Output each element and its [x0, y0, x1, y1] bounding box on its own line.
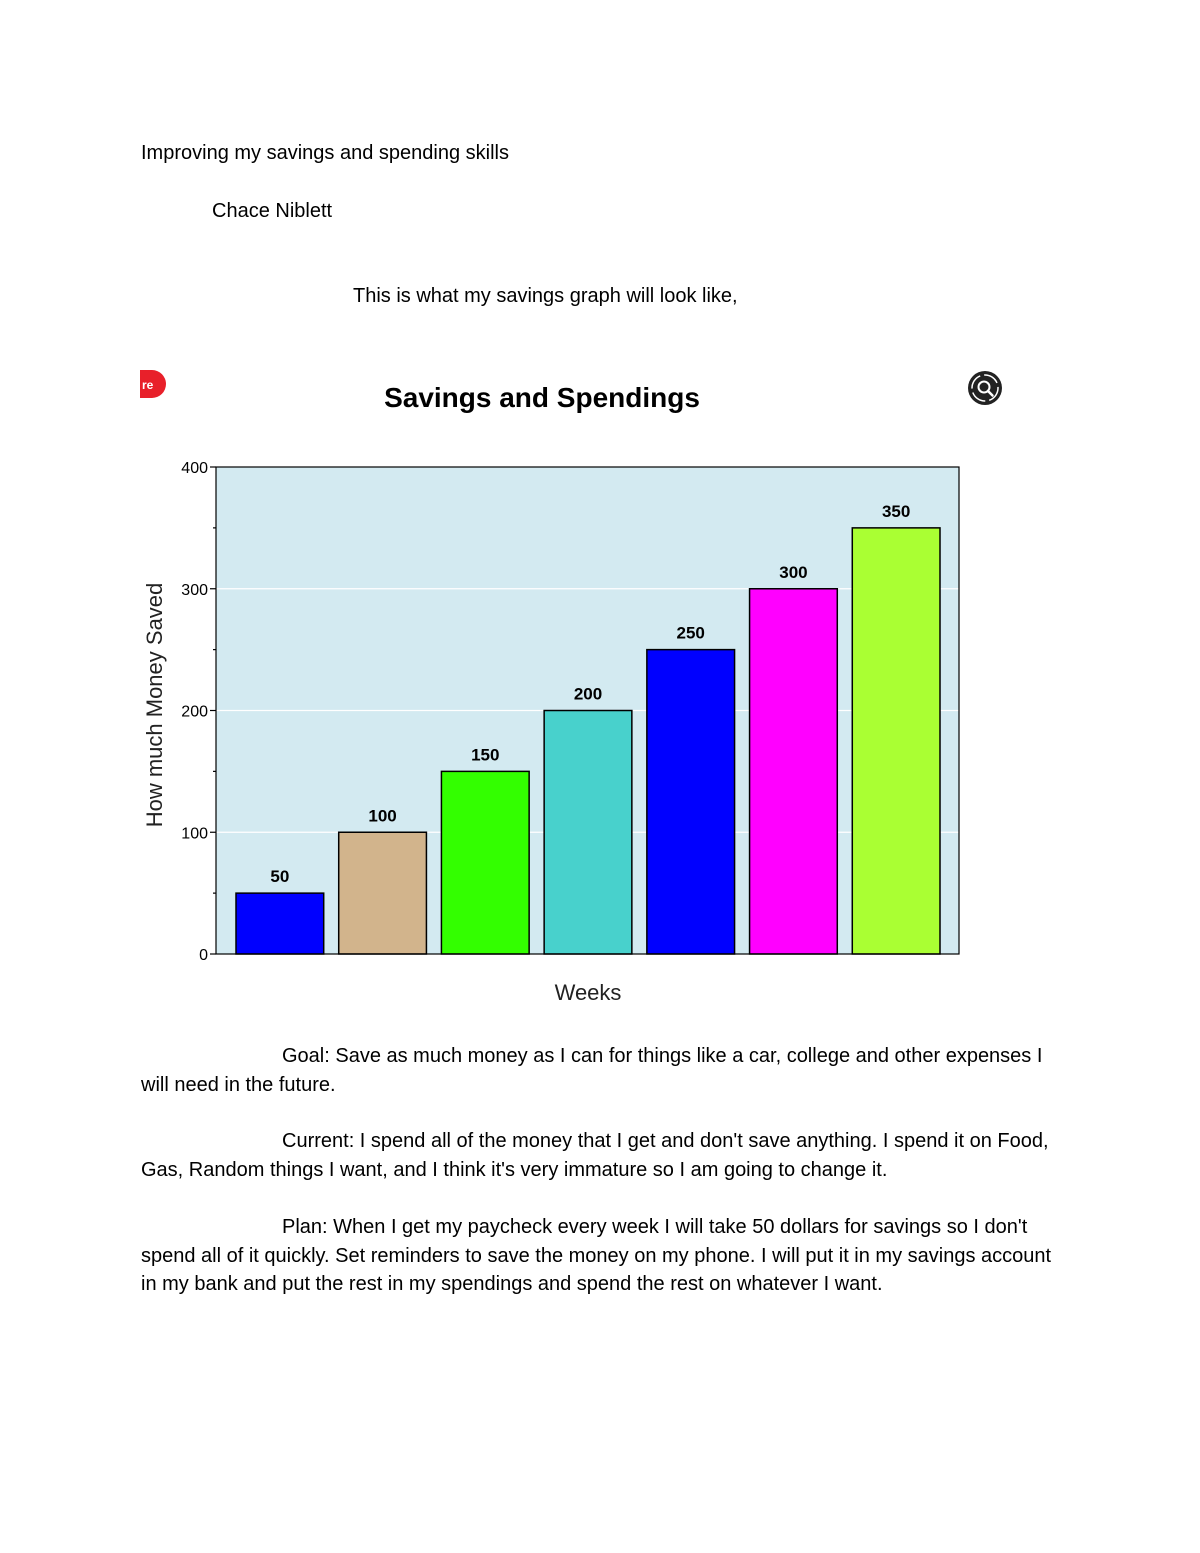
plan-paragraph — [141, 1213, 1061, 1299]
bar — [339, 832, 427, 954]
current-paragraph — [141, 1127, 1061, 1184]
bar — [441, 771, 529, 954]
y-tick-label: 400 — [181, 460, 208, 477]
bar — [750, 589, 838, 954]
y-axis-label: How much Money Saved — [142, 582, 167, 828]
y-tick-label: 200 — [181, 703, 208, 721]
bar-value-label: 150 — [471, 745, 500, 765]
bar — [852, 528, 940, 954]
bar — [236, 893, 324, 954]
document-title: Improving my savings and spending skills — [141, 142, 509, 164]
author-name: Chace Niblett — [212, 200, 333, 222]
goal-paragraph — [141, 1042, 1061, 1099]
zoom-icon[interactable] — [968, 371, 1002, 405]
current-text: Current: I spend all of the money that I get and don't save anything. I spend it on Food, Gas, Random things I want, and I think it's very immature so I am going to change it. — [141, 1130, 1049, 1181]
chart-title: Savings and Spendings — [384, 382, 700, 413]
bar-value-label: 200 — [573, 684, 603, 704]
y-tick-label: 300 — [181, 581, 208, 599]
savings-chart — [140, 362, 1020, 1012]
bar-value-label: 250 — [676, 623, 705, 643]
goal-text: Goal: Save as much money as I can for things like a car, college and other expenses I will need in the future. — [141, 1045, 1043, 1096]
y-tick-label: 0 — [199, 947, 208, 964]
bar-value-label: 350 — [881, 501, 911, 521]
y-tick-label: 100 — [181, 825, 208, 843]
x-axis-label: Weeks — [554, 980, 622, 1005]
bar-value-label: 300 — [779, 562, 808, 582]
bar-value-label: 100 — [368, 806, 397, 826]
intro-text: This is what my savings graph will look like, — [353, 285, 738, 307]
y-axis — [181, 460, 216, 964]
bar-value-label: 50 — [270, 867, 290, 887]
plan-text: Plan: When I get my paycheck every week I will take 50 dollars for savings so I don't spend all of it quickly. Set reminders to save the money on my phone. I will put it in my savings account in my bank and put the rest in my spendings and spend the rest on whatever I want. — [141, 1216, 1052, 1295]
bar — [647, 650, 735, 954]
badge-text: re — [142, 378, 154, 392]
badge-icon — [140, 370, 166, 398]
chart-svg — [140, 362, 1020, 1012]
bar — [544, 711, 632, 955]
